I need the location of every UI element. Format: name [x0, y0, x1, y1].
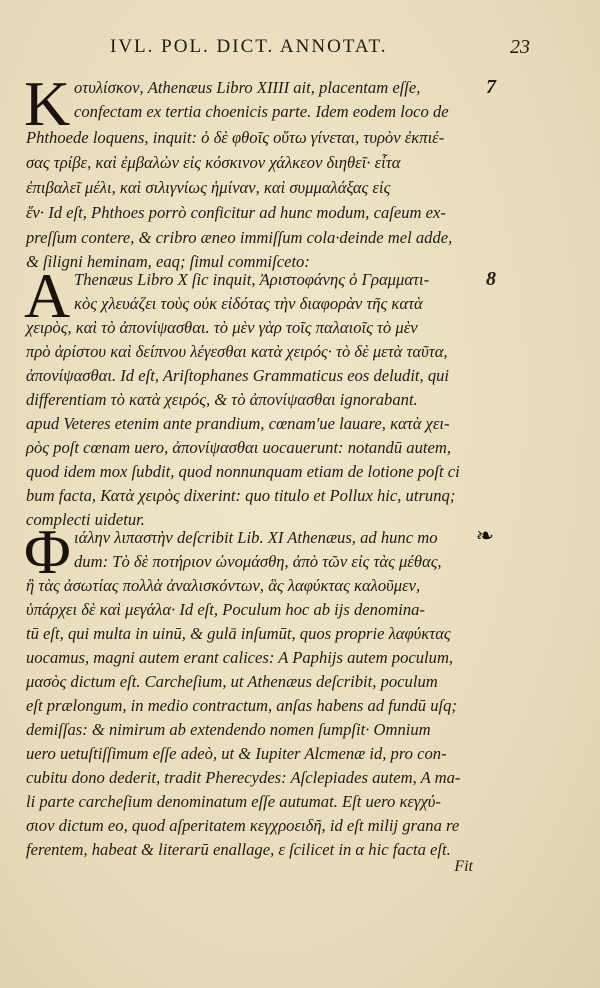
text-line: complecti uidetur.: [26, 510, 145, 529]
text-line: differentiam τὸ κατὰ χειρός, & τὸ ἀπονίψασθαι ignorabant.: [26, 390, 418, 409]
text-line: ιάλην λιπαστὴν deſcribit Lib. XI Athenæus, ad hunc mo: [74, 528, 438, 547]
text-line: demiſſas: & nimirum ab extendendo nomen ſumpſit· Omnium: [26, 720, 431, 739]
text-line: quod idem mox ſubdit, quod nonnunquam etiam de lotione poſt ci: [26, 462, 460, 481]
text-line: tū eſt, qui multa in uinū, & gulā inſumūt, quos proprie λαφύκτας: [26, 624, 451, 643]
text-line: confectam ex tertia choenicis parte. Idem eodem loco de: [74, 102, 449, 121]
text-line: Phthoede loquens, inquit: ὁ δὲ φθοῖς οὕτω γίνεται, τυρὸν ἐκπιέ-: [26, 128, 445, 147]
text-line: ἢ τὰς ἀσωτίας πολλὰ ἀναλισκόντων, ἃς λαφύκτας καλοῦμεν,: [26, 576, 421, 595]
page-number: 23: [510, 36, 530, 58]
text-line: eſt prælongum, in medio contractum, anſas habens ad fundū uſq;: [26, 696, 457, 715]
section-marker: 7: [486, 76, 496, 98]
text-line: cubitu dono dederit, tradit Pherecydes: Aſclepiades autem, A ma-: [26, 768, 461, 787]
text-line: κὸς χλευάζει τοὺς οὐκ εἰδότας τὴν διαφορὰν τῆς κατὰ: [74, 294, 423, 313]
text-line: apud Veteres etenim ante prandium, cœnam'ue lauare, κατὰ χει-: [26, 414, 450, 433]
running-head: [70, 36, 530, 62]
text-line: li parte carcheſium denominatum eſſe autumat. Eſt uero κεγχύ-: [26, 792, 441, 811]
drop-initial: K: [24, 68, 71, 139]
text-line: ἕν· Id eſt, Phthoes porrò conficitur ad hunc modum, caſeum ex-: [26, 203, 446, 222]
section-marker: 8: [486, 268, 496, 290]
text-line: σας τρίβε, καὶ ἐμβαλὼν εἰς κόσκινον χάλκεον διηθεῖ· εἶτα: [26, 153, 401, 172]
text-line: uero uetuſtiſſimum eſſe adeò, ut & Iupiter Alcmenæ id, pro con-: [26, 744, 447, 763]
text-line: Thenæus Libro X ſic inquit, Ἀριστοφάνης ὁ Γραμματι-: [74, 270, 430, 289]
text-line: ἐπιβαλεῖ μέλι, καὶ σιλιγνίως ἡμίναν, καὶ συμμαλάξας εἰς: [26, 178, 391, 197]
drop-initial: Φ: [24, 516, 71, 587]
catchword: Fit: [454, 858, 473, 875]
text-line: dum: Τὸ δὲ ποτήριον ὠνομάσθη, ἀπὸ τῶν εἰς τὰς μέθας,: [74, 552, 442, 571]
text-line: ρὸς poſt cœnam uero, ἀπονίψασθαι uocauerunt: notandū autem,: [26, 438, 451, 457]
text-line: ferentem, habeat & literarū enallage, ε ſcilicet in α hic facta eſt.: [26, 840, 451, 859]
text-line: uocamus, magni autem erant calices: A Paphijs autem poculum,: [26, 648, 454, 667]
text-line: bum facta, Κατὰ χειρὸς dixerint: quo titulo et Pollux hic, utrunq;: [26, 486, 456, 505]
text-line: σιον dictum eo, quod aſperitatem κεγχροειδῆ, id eſt milij grana re: [26, 816, 460, 835]
text-line: χειρὸς, καὶ τὸ ἀπονίψασθαι. τὸ μὲν γὰρ τοῖς παλαιοῖς τὸ μὲν: [26, 318, 418, 337]
running-head-title: IVL. POL. DICT. ANNOTAT.: [110, 36, 388, 57]
text-line: οτυλίσκον, Athenæus Libro XIIII ait, placentam eſſe,: [74, 78, 421, 97]
drop-initial: A: [24, 260, 71, 331]
leaf-ornament-icon: ❧: [475, 524, 494, 549]
text-line: μασὸς dictum eſt. Carcheſium, ut Athenæus deſcribit, poculum: [26, 672, 438, 691]
text-line: & ſiligni heminam, eaq; ſimul commiſceto:: [26, 252, 310, 271]
text-line: ἀπονίψασθαι. Id eſt, Ariſtophanes Grammaticus eos deludit, qui: [26, 366, 450, 385]
text-line: ὑπάρχει δὲ καὶ μεγάλα· Id eſt, Poculum hoc ab ijs denomina-: [26, 600, 425, 619]
text-line: πρὸ ἀρίστου καὶ δείπνου λέγεσθαι κατὰ χειρός· τὸ δὲ μετὰ ταῦτα,: [26, 342, 448, 361]
text-line: preſſum contere, & cribro æneo immiſſum cola·deinde mel adde,: [26, 228, 453, 247]
